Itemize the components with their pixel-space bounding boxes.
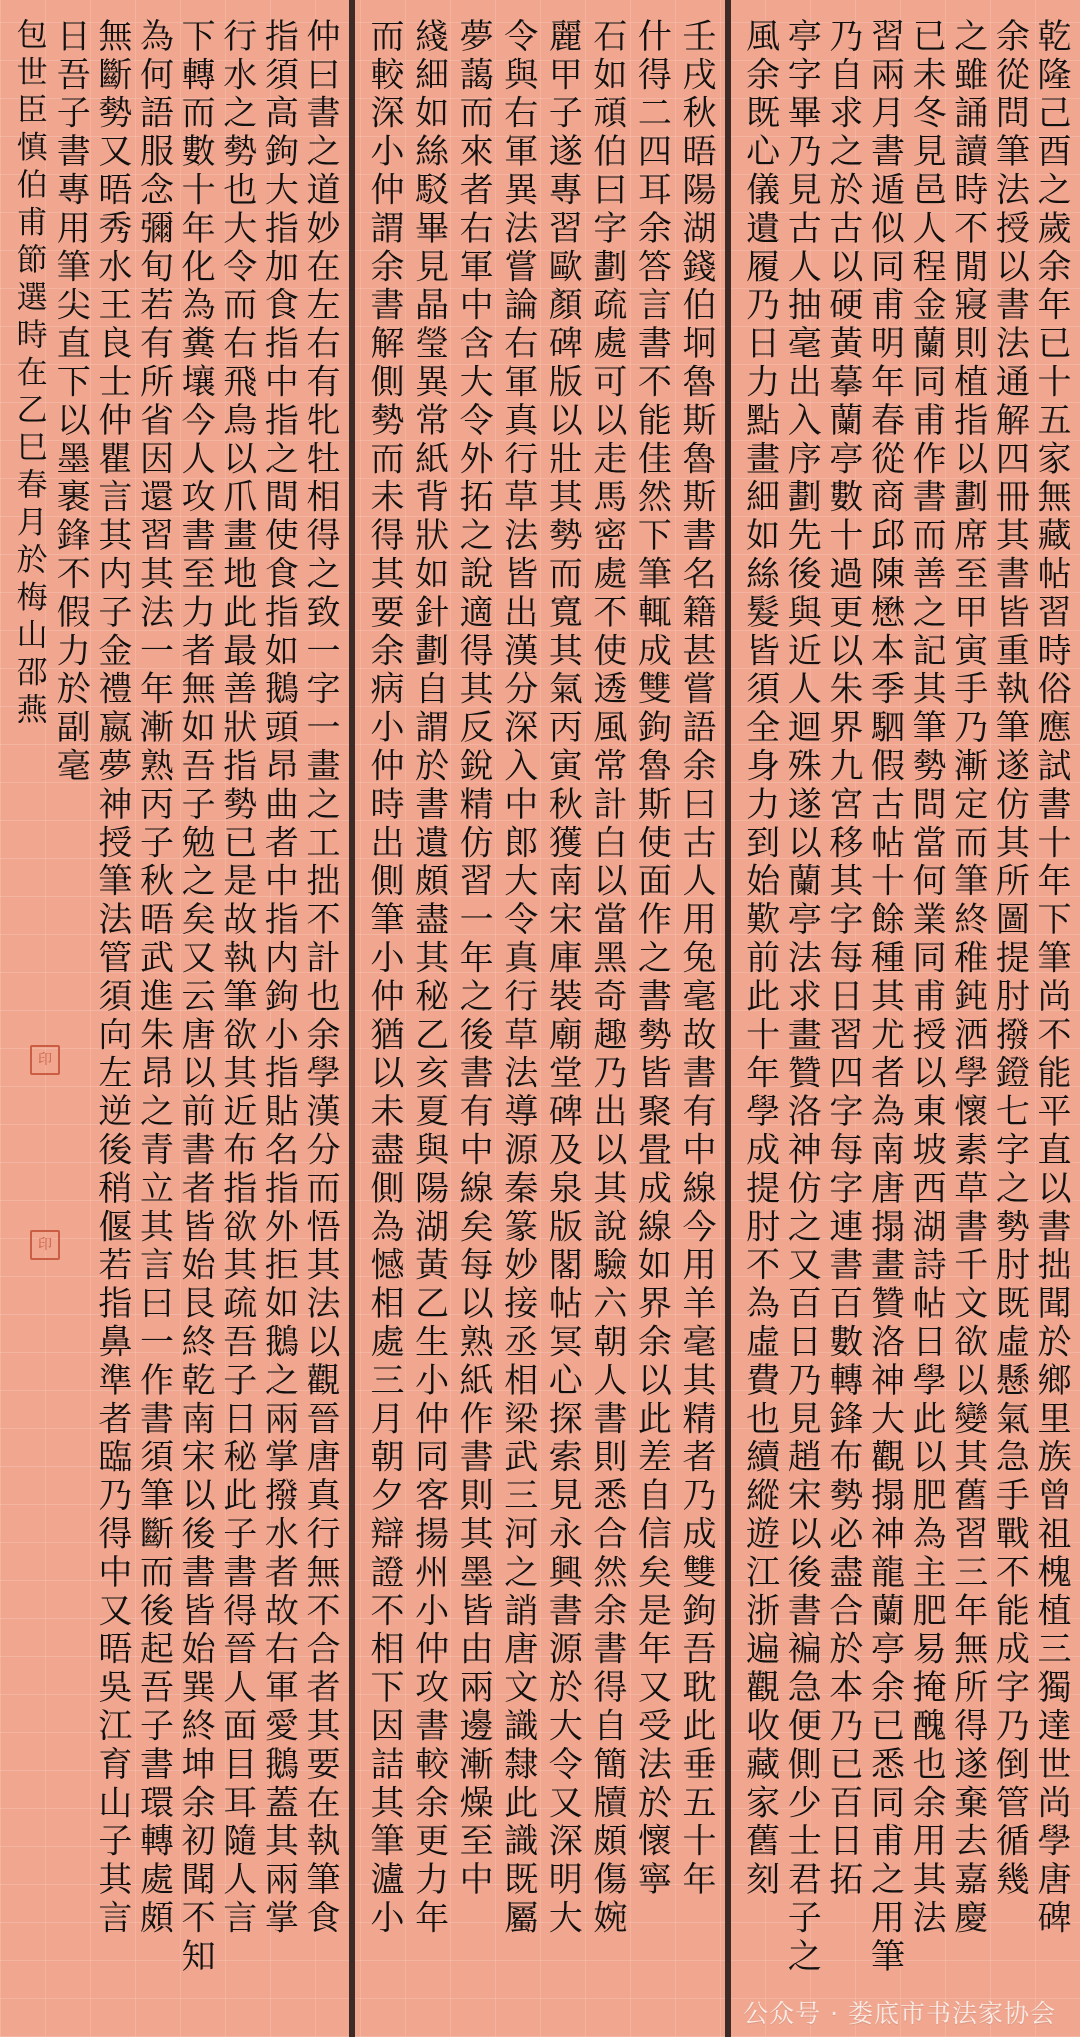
text-column: 令與右軍異法嘗論右軍真行草法皆出漢分深入中郎大令真行草法導源秦篆妙接丞相梁武三河之誚唐文識隸此識既屬 [497,18,538,1938]
text-column: 行水之勢也大令而右飛鳥以爪畫地此最善狀指勢已是故執筆欲其近布指欲其疏吾子日秘此子書得晉人面目耳隨人言 [216,18,257,1938]
watermark-text: 公众号 · 娄底市书法家协会 [743,1999,1056,2028]
text-column: 壬戌秋晤陽湖錢伯坰魯斯魯斯書名籍甚嘗語余曰古人用兔毫故書有中線今用羊毫其精者乃成雙鉤吾耽此垂五十年 [675,18,716,1900]
text-column: 而較深小仲謂余書解側勢而未得其要余病小仲時出側筆小仲猶以未盡側為憾相處三月朝夕辯證不相下因詰其筆瀘小 [364,18,404,1938]
text-column: 夢藹而來者右軍中含大令外拓之說適得其反銳精仿習一年之後書有中線矣每以熟紙作書則其墨皆由兩邊漸燥至中 [453,18,494,1900]
text-column: 乾隆己酉之歲余年已十五家無藏帖習時俗應試書十年下筆尚不能平直以書拙聞於鄉里族曾祖槐植三獨達世尚學唐碑 [1031,18,1071,1938]
seal-stamp: 印 [30,1230,60,1260]
calligraphy-panel-middle [352,0,728,2037]
text-column: 已未冬見邑人程金蘭同甫作書而善之記其筆勢問當何業同甫授以東坡西湖詩帖日學此以肥為主肥易掩醜也余用其法 [906,18,947,1938]
text-column: 乃自求之於古以硬黃摹蘭亭數十過更以朱界九宮移其字每日習四字每字連書百數轉鋒布勢必盡合於本乃已百日拓 [822,18,863,1900]
text-columns [739,18,1072,1997]
text-column: 日吾子書專用筆尖直下以墨裹鋒不假力於副毫 [50,18,91,786]
text-column: 余從問筆法授以書法通解四冊其書皆重執筆遂仿其所圖提肘撥鐙七字之勢肘既虛懸氣急手戰不能成字乃倒管循幾 [989,18,1030,1900]
calligraphy-panel-left [0,0,352,2037]
text-column: 無斷勢又晤秀水王良士仲瞿言其内子金禮嬴夢神授筆法管須向左逆後稍偃若指鼻準者臨乃得中又晤吳江育山子其言 [91,18,132,1938]
text-column: 風余既心儀遺履乃日力點畫細如絲髮皆須全身力到始歎前此十年學成提肘不為虛費也續縱遊江浙遍觀收藏家舊刻 [739,18,780,1900]
seal-stamp: 印 [30,1045,60,1075]
text-column: 習兩月書遁似同甫明年春從商邱陳懋本季駟假古帖十餘種其尤者為南唐搨畫贊洛神大觀搨神龍蘭亭余已悉同甫之用筆 [864,18,905,1977]
text-column: 為何語服念彌旬若有所省因還習其法一年漸熟丙子秋晤武進朱昂之青立其言曰一作書須筆斷而後起吾子書環轉處頗 [133,18,174,1938]
text-column: 綫細如絲駁畢見晶瑩異常紙背狀如針劃自謂於書遺頗盡其秘乙亥夏與陽湖黃乙生小仲同客揚州小仲攻書較余更力年 [408,18,449,1938]
text-columns [8,18,341,1997]
text-column: 仲曰書之道妙在左右有牝牡相得之致一字一畫之工拙不計也余學漢分而悟其法以觀晉唐真行無不合者其要在執筆食 [300,18,340,1938]
text-column: 麗甲子遂專習歐顏碑版以壯其勢而寬其氣丙寅秋獲南宋庫裝廟堂碑及泉版閣帖冥心探索見永興書源於大令又深明大 [542,18,583,1938]
text-column: 亭字畢乃見古人抽毫出入序劃先後與近人迴殊遂以蘭亭法求畫贊洛神仿之又百日乃見趙宋以後書褊急便側少士君子之 [781,18,822,1977]
signature-column: 包世臣慎伯甫節選時在乙巳春月於梅山邵燕 [10,18,47,731]
text-column: 下轉而數十年化為糞壤今人攻書至力者無如吾子勉之矣又云唐以前書者皆始艮終乾南宋以後書皆始巽終坤余初聞不知 [175,18,216,1977]
calligraphy-panel-right [728,0,1080,2037]
text-column: 指須高鉤大指加食指中指之間使食指如鵝頭昂曲者中指内鉤小指貼名指外拒如鵝之兩掌撥水者故右軍愛鵝蓋其兩掌 [258,18,299,1938]
text-columns [363,18,717,1997]
text-column: 之雖誦讀時不閒寢則植指以劃席至甲寅手乃漸定而筆終稚鈍洒學懷素草書千文欲以變其舊習三年無所得遂棄去嘉慶 [947,18,988,1938]
text-column: 什得二四耳余答言書不能佳然下筆輒成雙鉤魯斯使面作之書勢皆聚畳成線如界余以此差自信矣是年又受法於懷寧 [631,18,672,1900]
text-column: 石如頑伯曰字劃疏處可以走馬密處不使透風常計白以當黑奇趣乃出以其說驗六朝人書則悉合然余書得自簡牘頗傷婉 [586,18,627,1938]
